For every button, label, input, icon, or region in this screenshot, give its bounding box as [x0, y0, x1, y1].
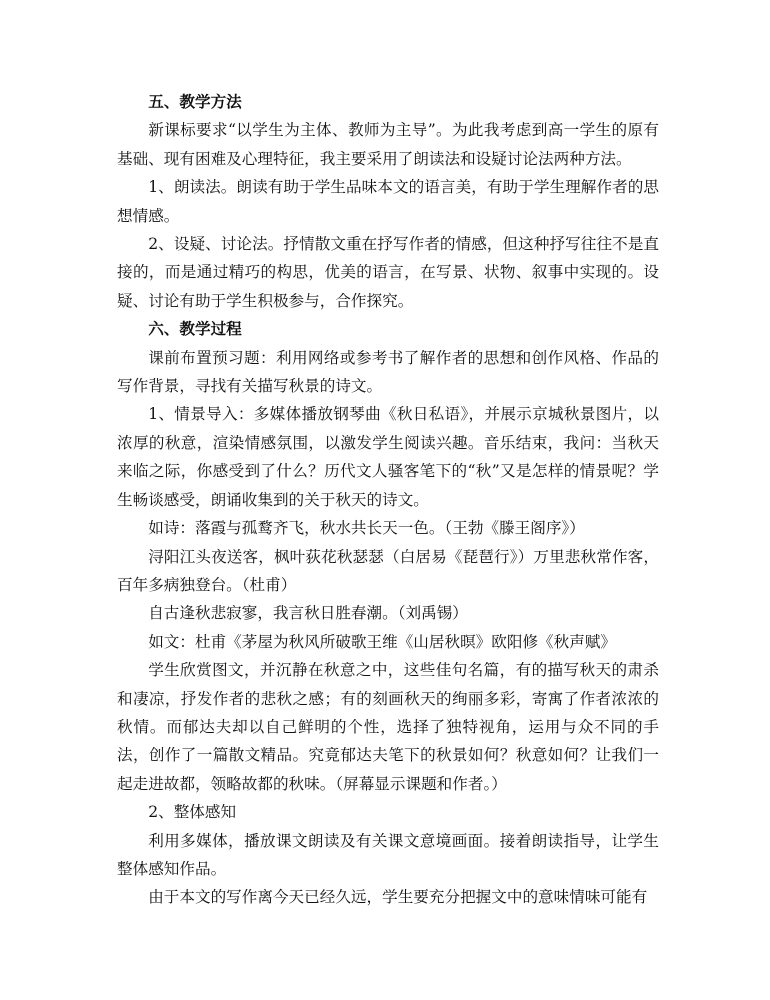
paragraph-poem-example-1: 如诗：落霞与孤鹜齐飞，秋水共长天一色。（王勃《滕王阁序》） — [148, 519, 585, 538]
paragraph-poem-example-3: 自古逢秋悲寂寥，我言秋日胜春潮。（刘禹锡） — [148, 604, 468, 623]
paragraph-prose-examples: 如文：杜甫《茅屋为秋风所破歌王维《山居秋暝》欧阳修《秋声赋》 — [148, 632, 617, 651]
section-heading-teaching-process: 六、教学过程 — [148, 319, 242, 339]
section-heading-teaching-methods: 五、教学方法 — [148, 92, 242, 111]
document-body — [117, 88, 659, 912]
paragraph-multimedia-reading: 利用多媒体，播放课文朗读及有关课文意境画面。接着朗读指导，让学生整体感知作品。 — [117, 831, 659, 878]
paragraph-poem-example-2: 浔阳江头夜送客，枫叶荻花秋瑟瑟（白居易《琵琶行》）万里悲秋常作客，百年多病独登台。（杜甫） — [117, 547, 659, 594]
paragraph-continuation: 由于本文的写作离今天已经久远，学生要充分把握文中的意味情味可能有 — [148, 888, 648, 907]
paragraph-overall-perception-heading: 2、整体感知 — [148, 803, 237, 822]
paragraph-preview-task: 课前布置预习题：利用网络或参考书了解作者的思想和创作风格、作品的写作背景，寻找有关描写秋景的诗文。 — [117, 348, 659, 396]
paragraph-scene-introduction: 1、情景导入：多媒体播放钢琴曲《秋日私语》，并展示京城秋景图片，以浓厚的秋意，渲染情感氛围，以激发学生阅读兴趣。音乐结束，我问：当秋天来临之际，你感受到了什么？历代文人骚客笔下的“秋”又是怎样的情景呢？学生畅谈感受，朗诵收集到的关于秋天的诗文。 — [117, 405, 659, 509]
paragraph-discussion-method: 2、设疑、讨论法。抒情散文重在抒写作者的情感，但这种抒写往往不是直接的，而是通过精巧的构思，优美的语言，在写景、状物、叙事中实现的。设疑、讨论有助于学生积极参与，合作探究。 — [117, 235, 659, 310]
paragraph-appreciation: 学生欣赏图文，并沉静在秋意之中，这些佳句名篇，有的描写秋天的肃杀和凄凉，抒发作者的悲秋之感；有的刻画秋天的绚丽多彩，寄寓了作者浓浓的秋情。而郁达夫却以自己鲜明的个性，选择了独特视角，运用与众不同的手法，创作了一篇散文精品。究竟郁达夫笔下的秋景如何？秋意如何？让我们一起走进故都，领略故都的秋味。（屏幕显示课题和作者。） — [117, 661, 659, 793]
paragraph-reading-method: 1、朗读法。朗读有助于学生品味本文的语言美，有助于学生理解作者的思想情感。 — [117, 178, 659, 225]
paragraph-curriculum-requirement: 新课标要求“以学生为主体、教师为主导”。为此我考虑到高一学生的原有基础、现有困难及心理特征，我主要采用了朗读法和设疑讨论法两种方法。 — [117, 121, 659, 168]
